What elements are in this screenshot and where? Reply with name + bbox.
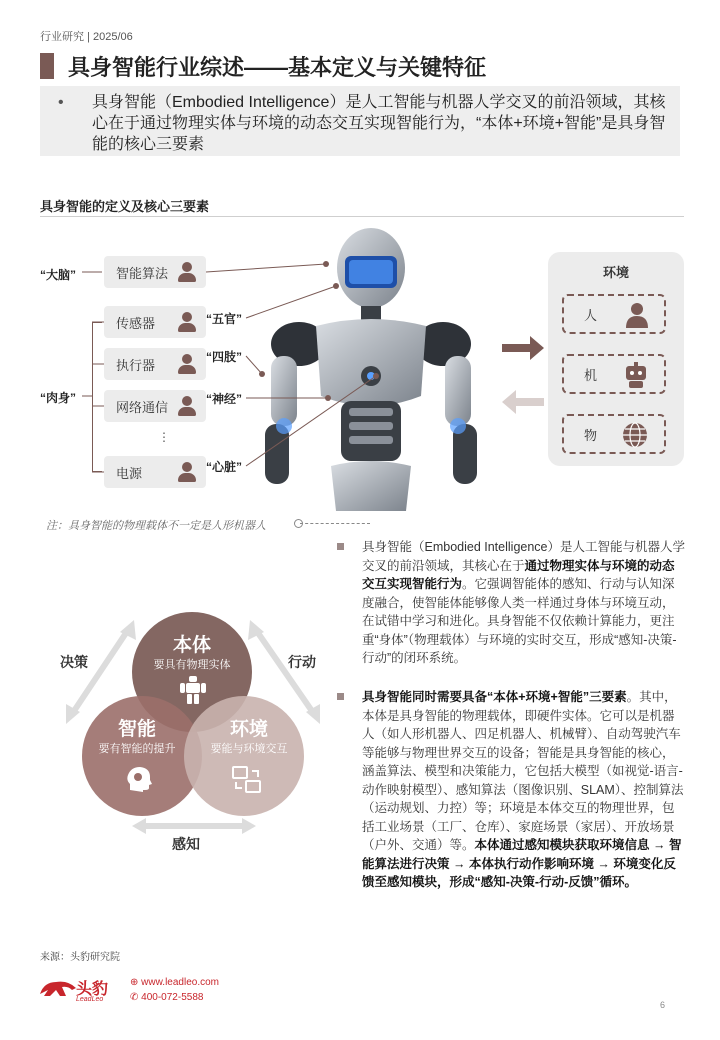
- bullet-square: [337, 543, 344, 550]
- chip-label: 智能算法: [116, 265, 169, 281]
- robot-figure-icon: [180, 676, 206, 704]
- venn-body-sub: 要具有物理实体: [153, 659, 231, 671]
- env-item-people: [562, 294, 666, 334]
- env-item-machine: [562, 354, 666, 394]
- source-note: 来源：头豹研究院: [40, 952, 120, 963]
- brain-label: “大脑”: [40, 268, 77, 282]
- bullet-square: [337, 693, 344, 700]
- page-number: 6: [660, 1000, 666, 1010]
- venn-env-title: 环境: [229, 719, 268, 740]
- tag-limbs: “四肢”: [206, 350, 243, 364]
- interaction-screens-icon: [232, 766, 262, 794]
- env-item-label: 机: [584, 367, 598, 383]
- section-divider: [40, 216, 684, 217]
- venn-env-sub: 要能与环境交互: [210, 743, 288, 755]
- globe-icon: [622, 422, 648, 448]
- leopard-logo-icon: [38, 974, 78, 1004]
- venn-smart-title: 智能: [117, 719, 156, 740]
- website-link[interactable]: ⊕ www.leadleo.com: [130, 977, 219, 988]
- env-item-object: [562, 414, 666, 454]
- para2-text-b: 。其中，本体是具身智能的物理载体，即硬件实体。它可以是机器人（如人形机器人、四足机器人、机械臂）、自动驾驶汽车等能够与物理世界交互的设备；智能是具身智能的核心，涵盖算法、模型和决策能力，它包括大模型（如视觉-语言-动作映射模型）、感知算法（图像识别、SLAM）、控制算法（运动规划、力控）等；环境是本体交互的物理世界，包括工业场景（工厂、仓库）、家庭场景（家居）、开放场景（户外、交通）等。: [362, 690, 684, 852]
- globe-icon: ⊕: [130, 977, 142, 988]
- chip-label: 电源: [116, 465, 143, 481]
- robot-icon: [624, 362, 648, 388]
- definition-diagram: [36, 226, 686, 536]
- tag-senses: “五官”: [206, 312, 243, 326]
- venn-body-title: 本体: [172, 635, 211, 656]
- intro-box: [40, 86, 680, 156]
- environment-box: [548, 252, 684, 466]
- body-label: “肉身”: [40, 391, 77, 405]
- person-icon: [626, 302, 648, 328]
- para2-text-bold-end: 本体通过感知模块获取环境信息 → 智能算法进行决策 → 本体执行动作影响环境 → 环境变化反馈至感知模块，形成“感知-决策-行动-反馈”循环。: [362, 838, 682, 889]
- environment-title: 环境: [602, 265, 629, 280]
- label-decision: 决策: [60, 654, 88, 670]
- tag-heart: “心脏”: [206, 460, 243, 474]
- title-marker: [40, 53, 54, 79]
- chip-label: 执行器: [116, 357, 156, 373]
- title-bar: [40, 52, 680, 80]
- para1-text-a: 具身智能（Embodied Intelligence）是人工智能与机器人学交叉的前沿领域，其核心在于: [362, 540, 685, 573]
- venn-smart-sub: 要有智能的提升: [98, 743, 176, 755]
- venn-diagram: [56, 600, 336, 860]
- diagram-note: 注：具身智能的物理载体不一定是人形机器人: [46, 520, 266, 532]
- logo-text: 头豹: [76, 981, 109, 998]
- chip-label: 网络通信: [116, 399, 169, 415]
- brain-head-icon: [126, 766, 152, 792]
- env-item-label: 物: [584, 427, 598, 443]
- report-tag: 行业研究 | 2025/06: [40, 31, 133, 43]
- label-action: 行动: [288, 654, 316, 670]
- ellipsis: ⋮: [158, 430, 170, 444]
- para1-text-bold: 通过物理实体与环境的动态交互实现智能行为: [362, 558, 675, 591]
- tag-nerves: “神经”: [206, 392, 243, 406]
- note-line: [300, 523, 370, 524]
- para1-text-c: 。它强调智能体的感知、行动与认知深度融合，使智能体能够像人类一样通过身体与环境互动，在试错中学习和进化。具身智能不仅依赖计算能力，更注重“身体”（物理载体）与环境的实时交互，形成“感知-决策-行动”的闭环系统。: [362, 577, 677, 665]
- phone-number: ✆ 400-072-5588: [130, 992, 204, 1003]
- label-perception: 感知: [172, 836, 200, 852]
- para2-text-bold: 具身智能同时需要具备“本体+环境+智能”三要素: [362, 690, 627, 704]
- contact-info: [130, 975, 219, 1005]
- paragraph-three-elements: [340, 688, 685, 892]
- intro-text: 具身智能（Embodied Intelligence）是人工智能与机器人学交叉的前沿领域，其核心在于通过物理实体与环境的动态交互实现智能行为，“本体+环境+智能”是具身智能的核心三要素: [92, 94, 666, 153]
- phone-icon: ✆: [130, 992, 142, 1003]
- chip-label: 传感器: [116, 315, 156, 331]
- logo-subtext: LeadLeo: [76, 996, 104, 1003]
- env-item-label: 人: [584, 307, 598, 323]
- paragraph-definition: [340, 538, 685, 668]
- section-title: 具身智能的定义及核心三要素: [40, 199, 210, 214]
- intro-bullet: •: [58, 94, 64, 111]
- page-title: 具身智能行业综述——基本定义与关键特征: [68, 54, 487, 80]
